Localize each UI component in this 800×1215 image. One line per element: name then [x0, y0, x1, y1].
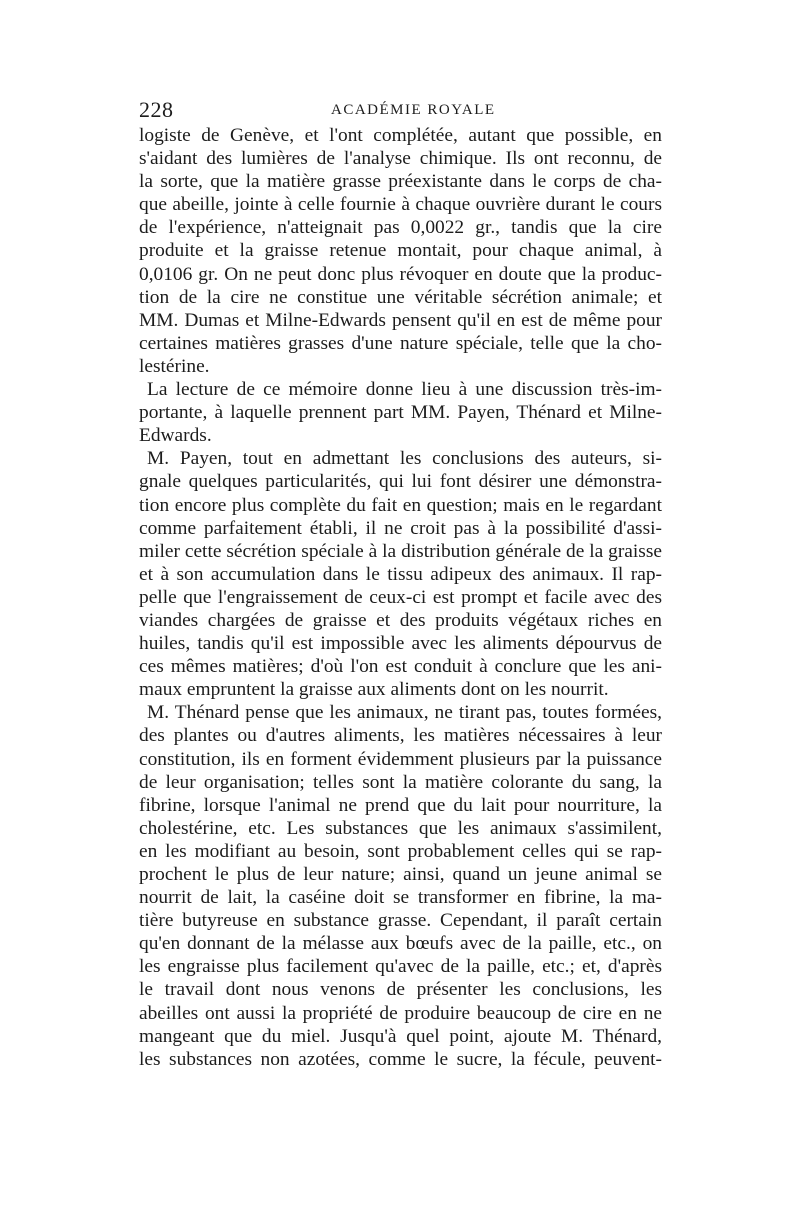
text-line: lestérine.: [139, 355, 210, 377]
text-line: que abeille, jointe à celle fournie à chaque ouvrière durant le cours: [139, 194, 662, 216]
text-line: abeilles ont aussi la propriété de produire beaucoup de cire en ne: [139, 1002, 662, 1024]
text-line: nourrit de lait, la caséine doit se transformer en fibrine, la ma-: [139, 887, 662, 909]
text-line: tion encore plus complète du fait en question; mais en le regardant: [139, 494, 662, 516]
page-header: [139, 97, 662, 123]
text-line: et à son accumulation dans le tissu adipeux des animaux. Il rap-: [139, 563, 662, 585]
text-line: certaines matières grasses d'une nature spéciale, telle que la cho-: [139, 332, 662, 354]
text-line: ces mêmes matières; d'où l'on est conduit à conclure que les ani-: [139, 656, 662, 678]
text-line: Edwards.: [139, 425, 212, 447]
text-line: prochent le plus de leur nature; ainsi, quand un jeune animal se: [139, 864, 662, 885]
text-line: portante, à laquelle prennent part MM. Payen, Thénard et Milne-: [139, 402, 662, 424]
text-line: pelle que l'engraissement de ceux-ci est prompt et facile avec des: [139, 586, 662, 608]
page-number: 228: [139, 97, 174, 122]
paragraph-start-line: M. Thénard pense que les animaux, ne tirant pas, toutes formées,: [147, 702, 662, 724]
text-line: viandes chargées de graisse et des produits végétaux riches en: [139, 609, 662, 631]
text-line: qu'en donnant de la mélasse aux bœufs avec de la paille, etc., on: [139, 933, 662, 955]
text-line: tion de la cire ne constitue une véritable sécrétion animale; et: [139, 286, 662, 308]
text-line: s'aidant des lumières de l'analyse chimique. Ils ont reconnu, de: [139, 148, 662, 170]
text-line: les engraisse plus facilement qu'avec de la paille, etc.; et, d'après: [139, 956, 662, 978]
paragraph-start-line: La lecture de ce mémoire donne lieu à une discussion très-im-: [147, 379, 662, 401]
page-body-text: [139, 124, 662, 1071]
paragraph-start-line: M. Payen, tout en admettant les conclusions des auteurs, si-: [147, 448, 662, 470]
text-line: fibrine, lorsque l'animal ne prend que du lait pour nourriture, la: [139, 794, 662, 816]
text-line: le travail dont nous venons de présenter les conclusions, les: [139, 979, 662, 1001]
text-line: huiles, tandis qu'il est impossible avec les aliments dépourvus de: [139, 633, 662, 655]
text-line: logiste de Genève, et l'ont complétée, autant que possible, en: [139, 125, 662, 146]
text-line: de l'expérience, n'atteignait pas 0,0022 gr., tandis que la cire: [139, 217, 662, 239]
text-line: MM. Dumas et Milne-Edwards pensent qu'il en est de même pour: [139, 309, 662, 331]
running-title: ACADÉMIE ROYALE: [331, 102, 496, 118]
text-line: produite et la graisse retenue montait, pour chaque animal, à: [139, 240, 662, 262]
text-line: tière butyreuse en substance grasse. Cependant, il paraît certain: [139, 910, 662, 932]
text-line: maux empruntent la graisse aux aliments dont on les nourrit.: [139, 679, 609, 701]
text-line: cholestérine, etc. Les substances que les animaux s'assimilent,: [139, 817, 662, 839]
text-line: miler cette sécrétion spéciale à la distribution générale de la graisse: [139, 540, 662, 562]
text-line: de leur organisation; telles sont la matière colorante du sang, la: [139, 771, 662, 793]
text-line: les substances non azotées, comme le sucre, la fécule, peuvent-: [139, 1048, 662, 1070]
text-line: en les modifiant au besoin, sont probablement celles qui se rap-: [139, 840, 662, 862]
text-line: gnale quelques particularités, qui lui font désirer une démonstra-: [139, 471, 662, 493]
text-line: 0,0106 gr. On ne peut donc plus révoquer en doute que la produc-: [139, 263, 662, 285]
text-line: constitution, ils en forment évidemment plusieurs par la puissance: [139, 748, 662, 770]
text-line: mangeant que du miel. Jusqu'à quel point, ajoute M. Thénard,: [139, 1025, 662, 1047]
text-line: des plantes ou d'autres aliments, les matières nécessaires à leur: [139, 725, 662, 747]
text-line: la sorte, que la matière grasse préexistante dans le corps de cha-: [139, 171, 662, 193]
text-line: comme parfaitement établi, il ne croit pas à la possibilité d'assi-: [139, 517, 662, 539]
